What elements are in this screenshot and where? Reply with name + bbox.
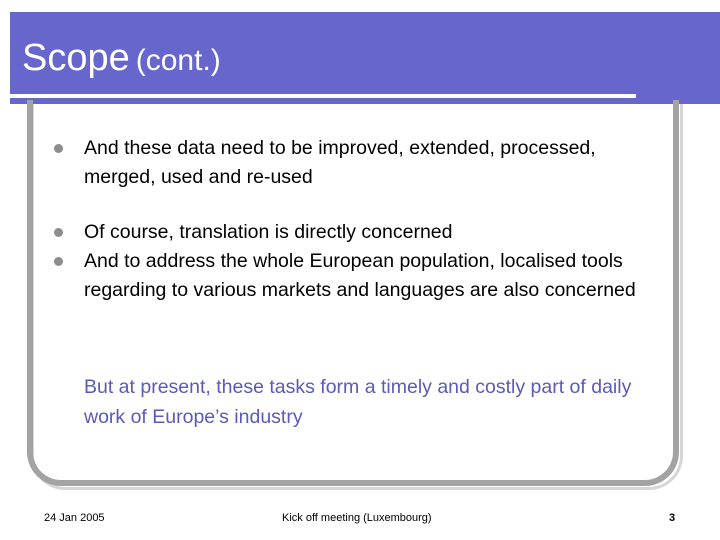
slide-title-main: Scope bbox=[22, 37, 130, 79]
bullet-dot-icon bbox=[54, 144, 63, 153]
bullet-text: And to address the whole European population, localised tools regarding to various markets and languages are also concerned bbox=[84, 250, 636, 301]
bullet-item bbox=[54, 134, 654, 192]
page-number: 3 bbox=[669, 512, 676, 524]
slide-title-suffix: (cont.) bbox=[135, 44, 221, 77]
bullet-dot-icon bbox=[54, 257, 63, 266]
footer-title: Kick off meeting (Luxembourg) bbox=[282, 512, 432, 524]
title-underline bbox=[10, 94, 636, 98]
slide-title bbox=[22, 36, 221, 83]
bullet-dot-icon bbox=[54, 228, 63, 237]
bullet-text: Of course, translation is directly concerned bbox=[84, 221, 453, 243]
footer-date: 24 Jan 2005 bbox=[44, 512, 105, 524]
bullet-item bbox=[54, 218, 654, 247]
bullet-list bbox=[54, 134, 654, 305]
bullet-text: And these data need to be improved, extended, processed, merged, used and re-used bbox=[84, 137, 596, 188]
extra-text: But at present, these tasks form a timely and costly part of daily work of Europe’s industry bbox=[84, 376, 632, 428]
bullet-item bbox=[54, 247, 654, 305]
